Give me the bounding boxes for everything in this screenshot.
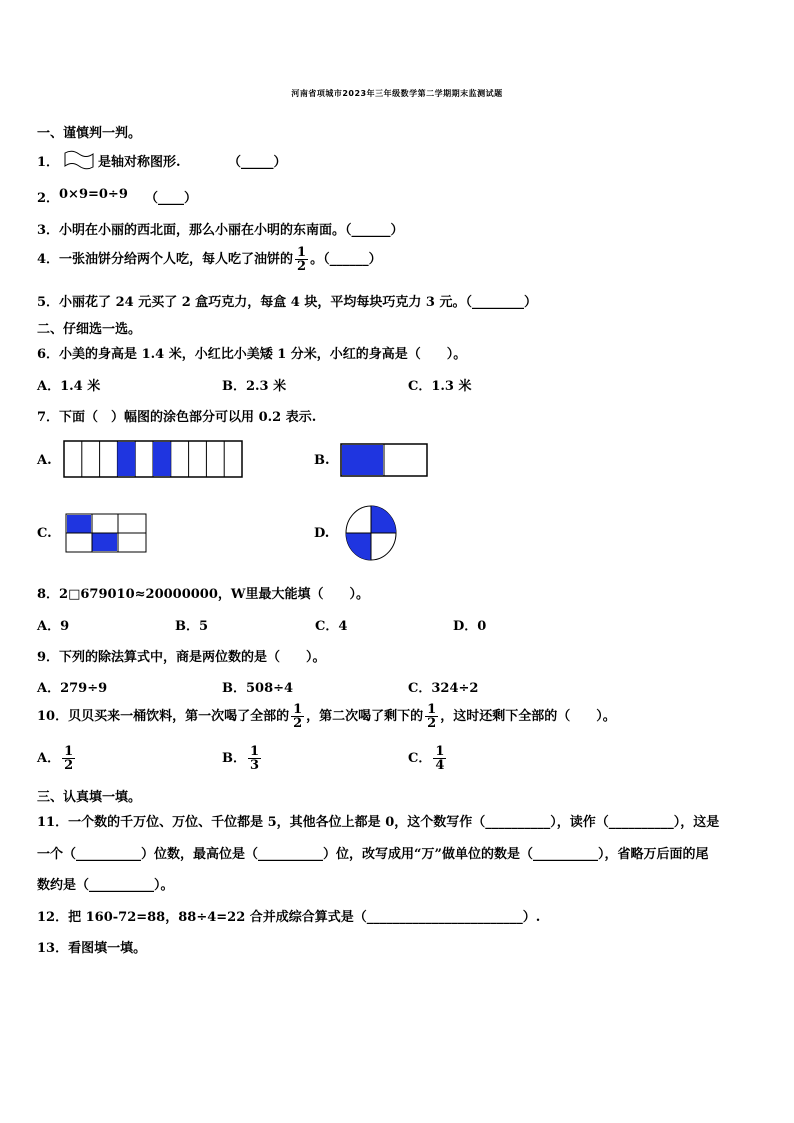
q6-option-c[interactable]: C．1.3 米 [408,379,472,394]
q10-fraction-1-numerator: 1 [293,702,303,717]
q6-option-b[interactable]: B．2.3 米 [222,379,287,394]
q10-option-a[interactable] [37,745,77,772]
q3-text: 3．小明在小丽的西北面，那么小丽在小明的东南面。（______） [37,223,404,238]
q10-option-a-fraction [62,745,75,772]
q4-fraction [295,246,308,273]
q10-option-c[interactable] [408,745,448,772]
q10-option-b-label: B． [222,751,246,766]
q9-option-a[interactable]: A．279÷9 [37,681,108,696]
q10-text-pre: 10．贝贝买来一桶饮料，第一次喝了全部的 [37,709,290,724]
q2-text: 0×9=0÷9 [59,187,128,202]
q10-option-b-denominator: 3 [250,758,260,773]
q7-label-c[interactable]: C. [37,526,52,541]
q4-text-pre: 4．一张油饼分给两个人吃，每人吃了油饼的 [37,252,294,267]
q8-option-a[interactable]: A．9 [37,619,70,634]
q10-option-c-label: C． [408,751,432,766]
q4-fraction-numerator: 1 [297,245,307,260]
q7-label-a[interactable]: A. [37,453,52,468]
q8-option-d[interactable]: D．0 [453,619,487,634]
section-heading-3: 三、认真填一填。 [37,790,142,805]
q7-figure-a-strip [63,440,243,478]
q13-text: 13．看图填一填。 [37,941,147,956]
q11-line-3: 数约是（__________）。 [37,878,174,893]
q10-option-c-numerator: 1 [435,744,445,759]
q10-fraction-2-numerator: 1 [427,702,437,717]
q8-text: 8．2□679010≈20000000，W里最大能填（ ）。 [37,587,370,602]
q10-text-post: ，这时还剩下全部的（ ）。 [440,709,616,724]
page-title: 河南省项城市2023年三年级数学第二学期期末监测试题 [291,89,503,98]
q10-option-a-denominator: 2 [64,758,74,773]
q10-text-mid: ，第二次喝了剩下的 [306,709,424,724]
q9-text: 9．下列的除法算式中，商是两位数的是（ ）。 [37,650,326,665]
flag-shape-icon [63,149,95,171]
q7-figure-c-grid [65,513,147,553]
q7-figure-b-bar [340,443,428,477]
q1-answer-blank[interactable]: （_____） [228,155,287,170]
q4-line [37,246,382,273]
q1-number: 1． [37,155,60,170]
q10-fraction-2 [425,703,438,730]
section-heading-2: 二、仔细选一选。 [37,322,142,337]
q4-text-post: 。（______） [310,252,382,267]
q9-option-b[interactable]: B．508÷4 [222,681,294,696]
q7-label-d[interactable]: D. [314,526,330,541]
q4-fraction-denominator: 2 [297,259,307,274]
q8-option-b[interactable]: B．5 [175,619,209,634]
q11-line-1: 11．一个数的千万位、万位、千位都是 5，其他各位上都是 0，这个数写作（__________），读作（__________），这是 [37,815,720,830]
q10-fraction-2-denominator: 2 [427,716,437,731]
q2-answer-blank[interactable]: （____） [145,191,198,206]
q10-line [37,703,616,730]
q10-fraction-1-denominator: 2 [293,716,303,731]
q8-option-c[interactable]: C．4 [315,619,348,634]
q9-option-c[interactable]: C．324÷2 [408,681,479,696]
q7-label-b[interactable]: B. [314,453,330,468]
q6-text: 6．小美的身高是 1.4 米，小红比小美矮 1 分米，小红的身高是（ ）。 [37,347,467,362]
q10-option-a-numerator: 1 [64,744,74,759]
q10-option-c-fraction [433,745,446,772]
q7-figure-d-circle [344,504,398,562]
q6-option-a[interactable]: A．1.4 米 [37,379,101,394]
q7-text: 7．下面（ ）幅图的涂色部分可以用 0.2 表示. [37,410,317,425]
q2-number: 2． [37,191,60,206]
q1-text: 是轴对称图形. [98,155,181,170]
q10-option-b[interactable] [222,745,263,772]
section-heading-1: 一、谨慎判一判。 [37,126,142,141]
q11-line-2: 一个（__________）位数，最高位是（__________）位，改写成用“万”做单位的数是（__________），省略万后面的尾 [37,847,709,862]
q10-option-b-fraction [248,745,261,772]
q5-text: 5．小丽花了 24 元买了 2 盒巧克力，每盒 4 块，平均每块巧克力 3 元。（________） [37,295,537,310]
q10-option-a-label: A． [37,751,61,766]
q10-fraction-1 [291,703,304,730]
q10-option-c-denominator: 4 [435,758,445,773]
q10-option-b-numerator: 1 [250,744,260,759]
q12-text: 12．把 160-72=88，88÷4=22 合并成综合算式是（________________________）. [37,910,541,925]
